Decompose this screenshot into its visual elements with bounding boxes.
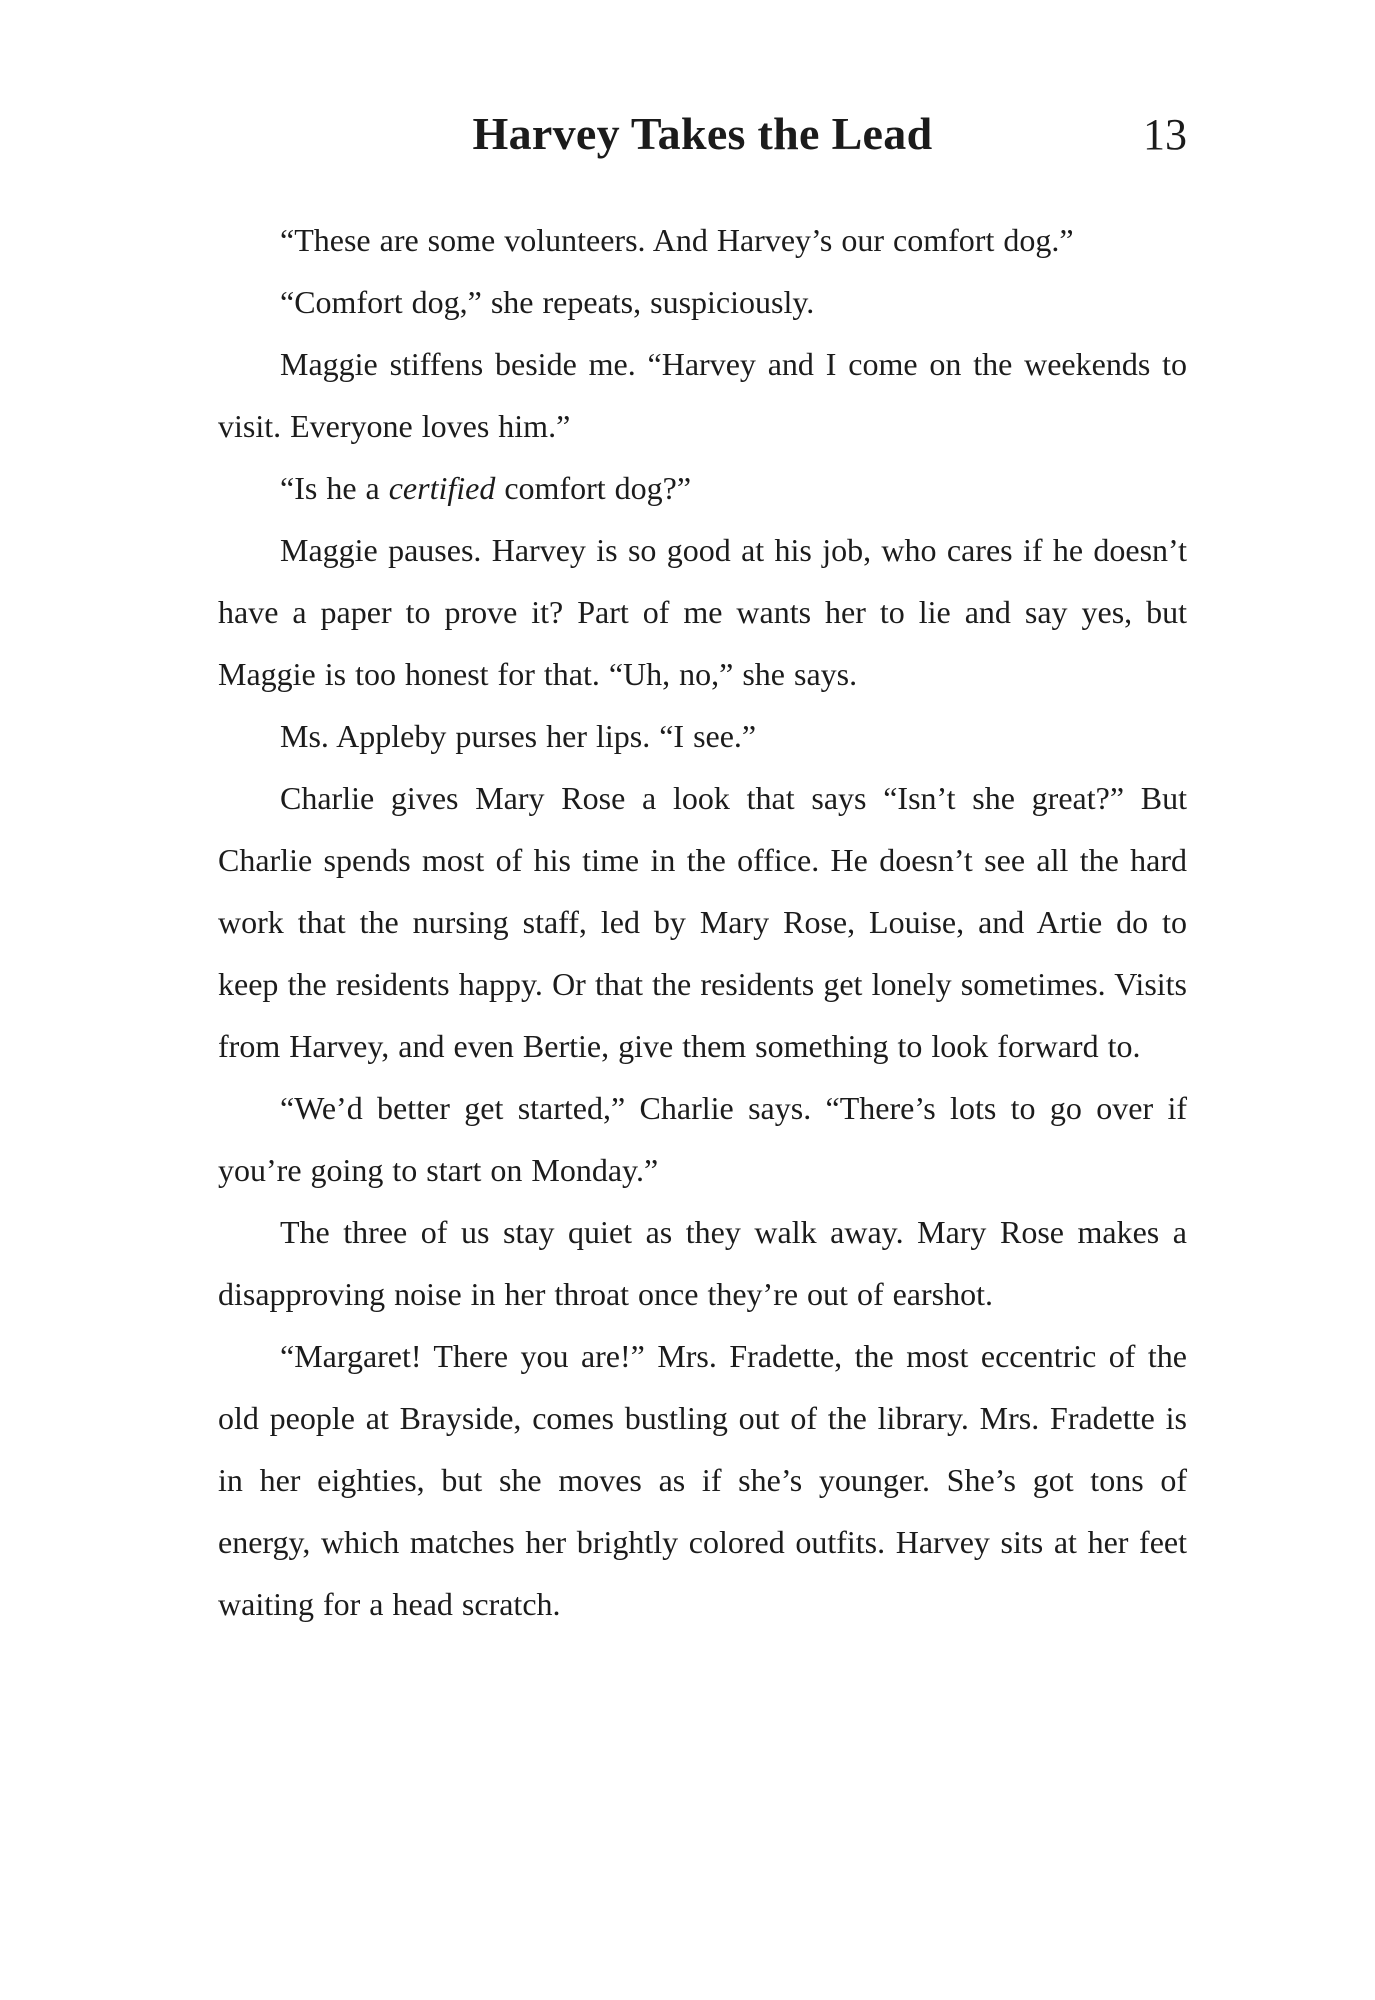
page-number: 13 (1143, 110, 1187, 159)
chapter-title: Harvey Takes the Lead (472, 108, 933, 159)
paragraph (218, 1077, 1187, 1201)
paragraph (218, 333, 1187, 457)
italic-text: certified (388, 470, 496, 506)
text-segment: “Is he a (280, 470, 389, 506)
paragraph (218, 1201, 1187, 1325)
paragraph (218, 705, 1187, 767)
text-segment: “These are some volunteers. And Harvey’s our comfort dog.” (280, 222, 1074, 258)
page-header (218, 110, 1187, 158)
text-segment: “We’d better get started,” Charlie says. “There’s lots to go over if you’re going to start on Monday.” (218, 1090, 1187, 1188)
text-segment: The three of us stay quiet as they walk away. Mary Rose makes a disapproving noise in her throat once they’re out of earshot. (218, 1214, 1187, 1312)
text-segment: Maggie stiffens beside me. “Harvey and I come on the weekends to visit. Everyone loves him.” (218, 346, 1187, 444)
paragraph (218, 457, 1187, 519)
paragraph (218, 767, 1187, 1077)
text-segment: “Margaret! There you are!” Mrs. Fradette, the most eccentric of the old people at Brayside, comes bustling out of the library. Mrs. Fradette is in her eighties, but she moves as if she’s younger. She’s got tons of energy, which matches her brightly colored outfits. Harvey sits at her feet waiting for a head scratch. (218, 1338, 1187, 1622)
paragraph (218, 1325, 1187, 1635)
text-segment: Ms. Appleby purses her lips. “I see.” (280, 718, 757, 754)
paragraph (218, 209, 1187, 271)
text-segment: Charlie gives Mary Rose a look that says “Isn’t she great?” But Charlie spends most of his time in the office. He doesn’t see all the hard work that the nursing staff, led by Mary Rose, Louise, and Artie do to keep the residents happy. Or that the residents get lonely sometimes. Visits from Harvey, and even Bertie, give them something to look forward to. (218, 780, 1187, 1064)
text-segment: comfort dog?” (495, 470, 692, 506)
page-body (218, 209, 1187, 1635)
paragraph (218, 519, 1187, 705)
text-segment: Maggie pauses. Harvey is so good at his job, who cares if he doesn’t have a paper to prove it? Part of me wants her to lie and say yes, but Maggie is too honest for that. “Uh, no,” she says. (218, 532, 1187, 692)
paragraph (218, 271, 1187, 333)
text-segment: “Comfort dog,” she repeats, suspiciously. (280, 284, 815, 320)
